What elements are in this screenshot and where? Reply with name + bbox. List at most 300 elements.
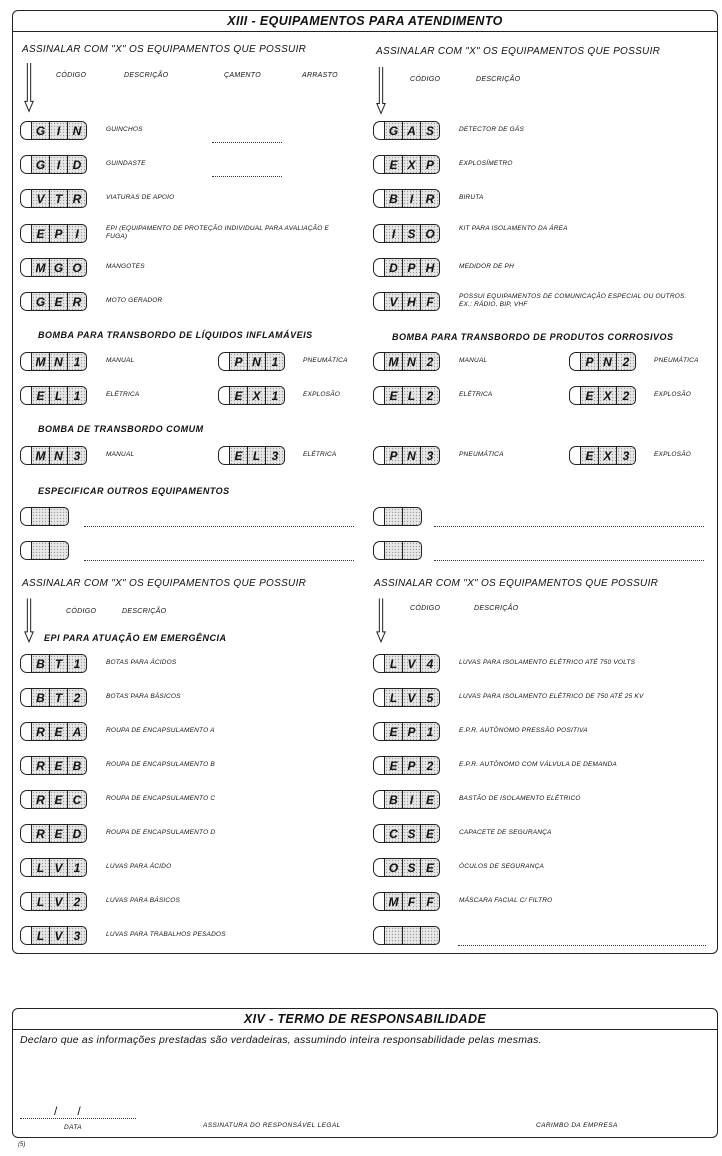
mark-checkbox[interactable] — [373, 926, 384, 945]
code-cells — [31, 224, 87, 243]
code-letter: V — [50, 927, 68, 944]
mark-checkbox[interactable] — [373, 292, 384, 311]
code-letter: 1 — [73, 354, 81, 369]
code-letter: L — [385, 655, 403, 672]
pump-item-el3[interactable] — [218, 446, 285, 465]
header-codigo-right: CÓDIGO — [410, 76, 441, 83]
code-letter: B — [385, 190, 403, 207]
fill-line[interactable] — [84, 560, 354, 561]
code-letter: E — [50, 757, 68, 774]
mark-checkbox[interactable] — [373, 688, 384, 707]
code-cells — [31, 824, 87, 843]
code-cells — [384, 756, 440, 775]
code-letter: X — [599, 387, 617, 404]
code-letter: G — [32, 122, 50, 139]
code-letter: 1 — [73, 860, 81, 875]
code-letter: R — [425, 191, 435, 206]
arrow-down-icon — [24, 594, 34, 648]
code-letter: E — [581, 387, 599, 404]
epi-item-lv2[interactable] — [20, 892, 87, 911]
mark-checkbox[interactable] — [218, 446, 229, 465]
code-cells — [31, 446, 87, 465]
mark-checkbox[interactable] — [373, 155, 384, 174]
code-cells — [31, 654, 87, 673]
code-cells — [31, 258, 87, 277]
pump-flammable-title: BOMBA PARA TRANSBORDO DE LÍQUIDOS INFLAMÁVEIS — [38, 330, 313, 340]
mark-checkbox[interactable] — [373, 756, 384, 775]
pump-description: MANUAL — [106, 451, 135, 458]
pump-item-pn3[interactable] — [373, 446, 440, 465]
other-equipment-box[interactable] — [20, 507, 69, 526]
pump-item-pn1[interactable] — [218, 352, 285, 371]
epi-item-ep2[interactable] — [373, 756, 440, 775]
mark-checkbox[interactable] — [569, 352, 580, 371]
mark-checkbox[interactable] — [20, 386, 31, 405]
code-letter — [403, 508, 421, 525]
code-letter — [403, 927, 421, 944]
mark-checkbox[interactable] — [20, 352, 31, 371]
code-letter: E — [230, 447, 248, 464]
date-field[interactable] — [20, 1118, 136, 1119]
epi-item-reb[interactable] — [20, 756, 87, 775]
fill-line[interactable] — [212, 176, 282, 177]
term-title-divider — [13, 1029, 717, 1030]
code-letter: 1 — [271, 388, 279, 403]
code-cells — [229, 386, 285, 405]
item-description: VIATURAS DE APOIO — [106, 194, 175, 201]
code-letter: 3 — [271, 448, 279, 463]
code-letter: V — [403, 655, 421, 672]
code-cells — [384, 386, 440, 405]
mark-checkbox[interactable] — [20, 446, 31, 465]
epi-item-red[interactable] — [20, 824, 87, 843]
code-letter: E — [230, 387, 248, 404]
pump-item-mn1[interactable] — [20, 352, 87, 371]
mark-checkbox[interactable] — [373, 189, 384, 208]
epi-blank-box[interactable] — [373, 926, 440, 945]
code-letter: E — [581, 447, 599, 464]
epi-item-mff[interactable] — [373, 892, 440, 911]
pump-description: MANUAL — [459, 357, 488, 364]
code-letter: R — [32, 757, 50, 774]
code-cells — [31, 756, 87, 775]
mark-checkbox[interactable] — [373, 352, 384, 371]
code-cells — [31, 892, 87, 911]
code-letter: D — [385, 259, 403, 276]
epi-item-bie[interactable] — [373, 790, 440, 809]
mark-checkbox[interactable] — [20, 121, 31, 140]
code-cells — [580, 446, 636, 465]
signature-label: ASSINATURA DO RESPONSÁVEL LEGAL — [203, 1122, 341, 1129]
equipment-item-exp[interactable] — [373, 155, 440, 174]
code-cells — [384, 155, 440, 174]
mark-checkbox[interactable] — [20, 824, 31, 843]
code-letter: O — [385, 859, 403, 876]
others-title: ESPECIFICAR OUTROS EQUIPAMENTOS — [38, 486, 230, 496]
mark-checkbox[interactable] — [569, 386, 580, 405]
code-letter: E — [50, 825, 68, 842]
code-letter: D — [72, 826, 82, 841]
code-letter: M — [32, 447, 50, 464]
code-letter: 2 — [426, 758, 434, 773]
header-descricao-right: DESCRIÇÃO — [476, 76, 521, 83]
code-letter: C — [72, 792, 82, 807]
equipment-item-mgo[interactable] — [20, 258, 87, 277]
mark-checkbox[interactable] — [373, 541, 384, 560]
title-divider — [13, 31, 717, 32]
code-cells — [384, 790, 440, 809]
pump-item-mn2[interactable] — [373, 352, 440, 371]
code-letter: R — [32, 723, 50, 740]
other-equipment-box[interactable] — [373, 541, 422, 560]
date-label: DATA — [64, 1124, 82, 1131]
epi-item-lv5[interactable] — [373, 688, 440, 707]
epi-item-bt1[interactable] — [20, 654, 87, 673]
equipment-item-gid[interactable] — [20, 155, 87, 174]
item-description: GUINDASTE — [106, 160, 146, 167]
code-cells — [31, 858, 87, 877]
code-cells — [31, 722, 87, 741]
code-letter: H — [403, 293, 421, 310]
code-letter: G — [50, 259, 68, 276]
code-letter: P — [425, 157, 434, 172]
epi-description: CAPACETE DE SEGURANÇA — [459, 829, 552, 836]
code-cells — [31, 790, 87, 809]
stamp-label: CARIMBO DA EMPRESA — [536, 1122, 618, 1129]
code-cells — [31, 541, 69, 560]
date-slashes: / / — [54, 1104, 81, 1118]
equipment-item-epi[interactable] — [20, 224, 87, 243]
code-letter: A — [403, 122, 421, 139]
pump-description: ELÉTRICA — [303, 451, 337, 458]
code-letter: P — [385, 447, 403, 464]
code-letter: M — [32, 259, 50, 276]
code-letter: 3 — [426, 448, 434, 463]
code-letter: S — [403, 225, 421, 242]
mark-checkbox[interactable] — [20, 224, 31, 243]
code-cells — [31, 121, 87, 140]
code-letter: 1 — [73, 656, 81, 671]
code-letter: M — [385, 893, 403, 910]
code-letter: X — [403, 156, 421, 173]
other-equipment-box[interactable] — [373, 507, 422, 526]
mark-checkbox[interactable] — [20, 292, 31, 311]
equipment-item-vhf[interactable] — [373, 292, 440, 311]
code-cells — [384, 824, 440, 843]
fill-line[interactable] — [84, 526, 354, 527]
code-letter: 4 — [426, 656, 434, 671]
equipment-item-ger[interactable] — [20, 292, 87, 311]
mark-checkbox[interactable] — [373, 654, 384, 673]
code-letter: I — [403, 190, 421, 207]
code-letter: G — [385, 122, 403, 139]
header2-codigo-left: CÓDIGO — [66, 608, 97, 615]
code-cells — [229, 352, 285, 371]
mark-checkbox[interactable] — [20, 722, 31, 741]
code-letter: S — [425, 123, 434, 138]
code-letter: L — [403, 387, 421, 404]
epi-description: LUVAS PARA ISOLAMENTO ELÉTRICO ATÉ 750 VOLTS — [459, 659, 636, 666]
header2-descricao-right: DESCRIÇÃO — [474, 605, 519, 612]
arrow-down-icon — [376, 594, 386, 648]
code-cells — [384, 654, 440, 673]
pump-description: EXPLOSÃO — [654, 391, 692, 398]
mark-checkbox[interactable] — [373, 824, 384, 843]
code-letter: N — [248, 353, 266, 370]
epi-description: MÁSCARA FACIAL C/ FILTRO — [459, 897, 553, 904]
pump-description: MANUAL — [106, 357, 135, 364]
pump-item-el2[interactable] — [373, 386, 440, 405]
code-letter — [32, 508, 50, 525]
code-letter: 2 — [622, 388, 630, 403]
code-letter — [421, 927, 439, 944]
code-letter: L — [385, 689, 403, 706]
code-cells — [31, 352, 87, 371]
epi-description: LUVAS PARA TRABALHOS PESADOS — [106, 931, 226, 938]
pump-description: ELÉTRICA — [459, 391, 493, 398]
epi-description: ROUPA DE ENCAPSULAMENTO B — [106, 761, 215, 768]
mark-checkbox[interactable] — [373, 446, 384, 465]
pump-description: PNEUMÁTICA — [303, 357, 348, 364]
item-description: EXPLOSÍMETRO — [459, 160, 513, 167]
equipment-item-dph[interactable] — [373, 258, 440, 277]
fill-line[interactable] — [212, 142, 282, 143]
code-letter: X — [599, 447, 617, 464]
code-cells — [384, 892, 440, 911]
item-description: MANGOTES — [106, 263, 145, 270]
code-letter: E — [385, 387, 403, 404]
code-letter: E — [50, 723, 68, 740]
fill-line[interactable] — [458, 945, 706, 946]
fill-line[interactable] — [434, 560, 704, 561]
header2-codigo-right: CÓDIGO — [410, 605, 441, 612]
code-letter: E — [385, 156, 403, 173]
code-letter: P — [230, 353, 248, 370]
pump-description: ELÉTRICA — [106, 391, 140, 398]
arrow-down-icon — [376, 62, 386, 120]
epi-description: LUVAS PARA BÁSICOS — [106, 897, 181, 904]
code-letter: B — [385, 791, 403, 808]
code-letter: V — [50, 893, 68, 910]
epi-description: BASTÃO DE ISOLAMENTO ELÉTRICO — [459, 795, 581, 802]
term-statement: Declaro que as informações prestadas são verdadeiras, assumindo inteira responsabilidade pelas mesmas. — [20, 1034, 542, 1046]
code-letter: P — [403, 757, 421, 774]
equipment-section-frame — [12, 10, 718, 954]
code-letter: G — [32, 156, 50, 173]
mark-checkbox[interactable] — [20, 189, 31, 208]
instruction-right: ASSINALAR COM "X" OS EQUIPAMENTOS QUE POSSUIR — [376, 46, 661, 57]
mark-checkbox[interactable] — [20, 688, 31, 707]
code-letter: E — [50, 293, 68, 310]
code-letter: 5 — [426, 690, 434, 705]
code-letter: 2 — [426, 388, 434, 403]
mark-checkbox[interactable] — [373, 892, 384, 911]
code-letter: 2 — [73, 894, 81, 909]
code-letter — [385, 927, 403, 944]
pump-item-ex2[interactable] — [569, 386, 636, 405]
code-letter: S — [403, 825, 421, 842]
code-letter: 1 — [426, 724, 434, 739]
epi-item-cse[interactable] — [373, 824, 440, 843]
epi-item-lv1[interactable] — [20, 858, 87, 877]
code-letter: G — [32, 293, 50, 310]
instruction2-left: ASSINALAR COM "X" OS EQUIPAMENTOS QUE POSSUIR — [22, 578, 307, 589]
mark-checkbox[interactable] — [373, 121, 384, 140]
item-description: BIRUTA — [459, 194, 484, 201]
code-letter: N — [403, 353, 421, 370]
pump-item-ex1[interactable] — [218, 386, 285, 405]
mark-checkbox[interactable] — [20, 541, 31, 560]
code-letter: V — [32, 190, 50, 207]
pump-description: PNEUMÁTICA — [459, 451, 504, 458]
code-letter: L — [32, 927, 50, 944]
code-cells — [580, 386, 636, 405]
code-letter: E — [50, 791, 68, 808]
code-letter: L — [248, 447, 266, 464]
mark-checkbox[interactable] — [373, 258, 384, 277]
code-letter: N — [403, 447, 421, 464]
mark-checkbox[interactable] — [20, 858, 31, 877]
pump-description: EXPLOSÃO — [303, 391, 341, 398]
mark-checkbox[interactable] — [373, 507, 384, 526]
code-cells — [384, 926, 440, 945]
item-description: POSSUI EQUIPAMENTOS DE COMUNICAÇÃO ESPECIAL OU OUTROS. EX.: RÁDIO, BIP, VHF — [459, 293, 687, 308]
epi-item-ep1[interactable] — [373, 722, 440, 741]
code-cells — [31, 189, 87, 208]
code-letter: 2 — [73, 690, 81, 705]
code-letter: V — [50, 859, 68, 876]
epi-item-lv4[interactable] — [373, 654, 440, 673]
instruction-left: ASSINALAR COM "X" OS EQUIPAMENTOS QUE POSSUIR — [22, 44, 307, 55]
code-letter: R — [72, 294, 82, 309]
mark-checkbox[interactable] — [373, 722, 384, 741]
code-letter: S — [403, 859, 421, 876]
pump-item-el1[interactable] — [20, 386, 87, 405]
epi-description: ÓCULOS DE SEGURANÇA — [459, 863, 545, 870]
code-cells — [229, 446, 285, 465]
code-letter: L — [50, 387, 68, 404]
code-letter: R — [32, 791, 50, 808]
page-mark: (5) — [18, 1142, 26, 1148]
code-cells — [31, 926, 87, 945]
code-cells — [384, 224, 440, 243]
fill-line[interactable] — [434, 526, 704, 527]
code-letter: B — [32, 655, 50, 672]
code-cells — [31, 155, 87, 174]
code-letter: B — [72, 758, 82, 773]
code-letter — [403, 542, 421, 559]
mark-checkbox[interactable] — [218, 386, 229, 405]
code-letter: 1 — [73, 388, 81, 403]
pump-item-ex3[interactable] — [569, 446, 636, 465]
code-letter — [50, 508, 68, 525]
pump-corrosive-title: BOMBA PARA TRANSBORDO DE PRODUTOS CORROSIVOS — [392, 332, 674, 342]
item-description: DETECTOR DE GÁS — [459, 126, 525, 133]
code-cells — [31, 386, 87, 405]
code-letter: N — [50, 447, 68, 464]
equipment-item-vtr[interactable] — [20, 189, 87, 208]
pump-item-pn2[interactable] — [569, 352, 636, 371]
mark-checkbox[interactable] — [20, 926, 31, 945]
epi-description: LUVAS PARA ISOLAMENTO ELÉTRICO DE 750 ATÉ 25 KV — [459, 693, 644, 700]
code-letter: R — [32, 825, 50, 842]
code-cells — [384, 858, 440, 877]
mark-checkbox[interactable] — [569, 446, 580, 465]
code-cells — [384, 446, 440, 465]
epi-description: LUVAS PARA ÁCIDO — [106, 863, 172, 870]
code-letter: P — [581, 353, 599, 370]
equipment-item-iso[interactable] — [373, 224, 440, 243]
code-letter: T — [50, 655, 68, 672]
mark-checkbox[interactable] — [373, 790, 384, 809]
epi-description: BOTAS PARA ÁCIDOS — [106, 659, 177, 666]
item-description: EPI (EQUIPAMENTO DE PROTEÇÃO INDIVIDUAL PARA AVALIAÇÃO E FUGA) — [106, 225, 329, 240]
other-equipment-box[interactable] — [20, 541, 69, 560]
code-letter: L — [32, 893, 50, 910]
code-letter: E — [32, 387, 50, 404]
epi-item-lv3[interactable] — [20, 926, 87, 945]
item-description: MEDIDOR DE PH — [459, 263, 514, 270]
epi-item-bt2[interactable] — [20, 688, 87, 707]
equipment-item-bir[interactable] — [373, 189, 440, 208]
code-letter: T — [50, 190, 68, 207]
code-letter: I — [50, 156, 68, 173]
code-letter: B — [32, 689, 50, 706]
equipment-item-gin[interactable] — [20, 121, 87, 140]
mark-checkbox[interactable] — [20, 258, 31, 277]
code-letter — [385, 508, 403, 525]
equipment-item-gas[interactable] — [373, 121, 440, 140]
arrow-down-icon — [24, 58, 34, 118]
code-letter: A — [72, 724, 82, 739]
mark-checkbox[interactable] — [20, 654, 31, 673]
code-cells — [31, 507, 69, 526]
mark-checkbox[interactable] — [20, 507, 31, 526]
mark-checkbox[interactable] — [20, 756, 31, 775]
pump-description: EXPLOSÃO — [654, 451, 692, 458]
code-letter: L — [32, 859, 50, 876]
equipment-section-title: XIII - EQUIPAMENTOS PARA ATENDIMENTO — [227, 14, 503, 28]
code-letter: I — [75, 226, 79, 241]
code-cells — [384, 121, 440, 140]
epi-description: E.P.R. AUTÔNOMO COM VÁLVULA DE DEMANDA — [459, 761, 617, 768]
code-cells — [384, 189, 440, 208]
mark-checkbox[interactable] — [373, 858, 384, 877]
code-letter: V — [403, 689, 421, 706]
header2-descricao-left: DESCRIÇÃO — [122, 608, 167, 615]
code-letter: 3 — [73, 928, 81, 943]
mark-checkbox[interactable] — [20, 790, 31, 809]
code-letter: I — [385, 225, 403, 242]
header-descricao-left: DESCRIÇÃO — [124, 72, 169, 79]
epi-item-ose[interactable] — [373, 858, 440, 877]
mark-checkbox[interactable] — [20, 892, 31, 911]
code-letter: I — [50, 122, 68, 139]
code-letter: F — [426, 894, 434, 909]
code-cells — [31, 292, 87, 311]
pump-item-mn3[interactable] — [20, 446, 87, 465]
mark-checkbox[interactable] — [373, 386, 384, 405]
mark-checkbox[interactable] — [218, 352, 229, 371]
mark-checkbox[interactable] — [373, 224, 384, 243]
code-letter: O — [72, 260, 82, 275]
epi-item-rec[interactable] — [20, 790, 87, 809]
mark-checkbox[interactable] — [20, 155, 31, 174]
code-letter: E — [425, 860, 434, 875]
epi-item-rea[interactable] — [20, 722, 87, 741]
code-letter: 2 — [426, 354, 434, 369]
code-letter: F — [403, 893, 421, 910]
